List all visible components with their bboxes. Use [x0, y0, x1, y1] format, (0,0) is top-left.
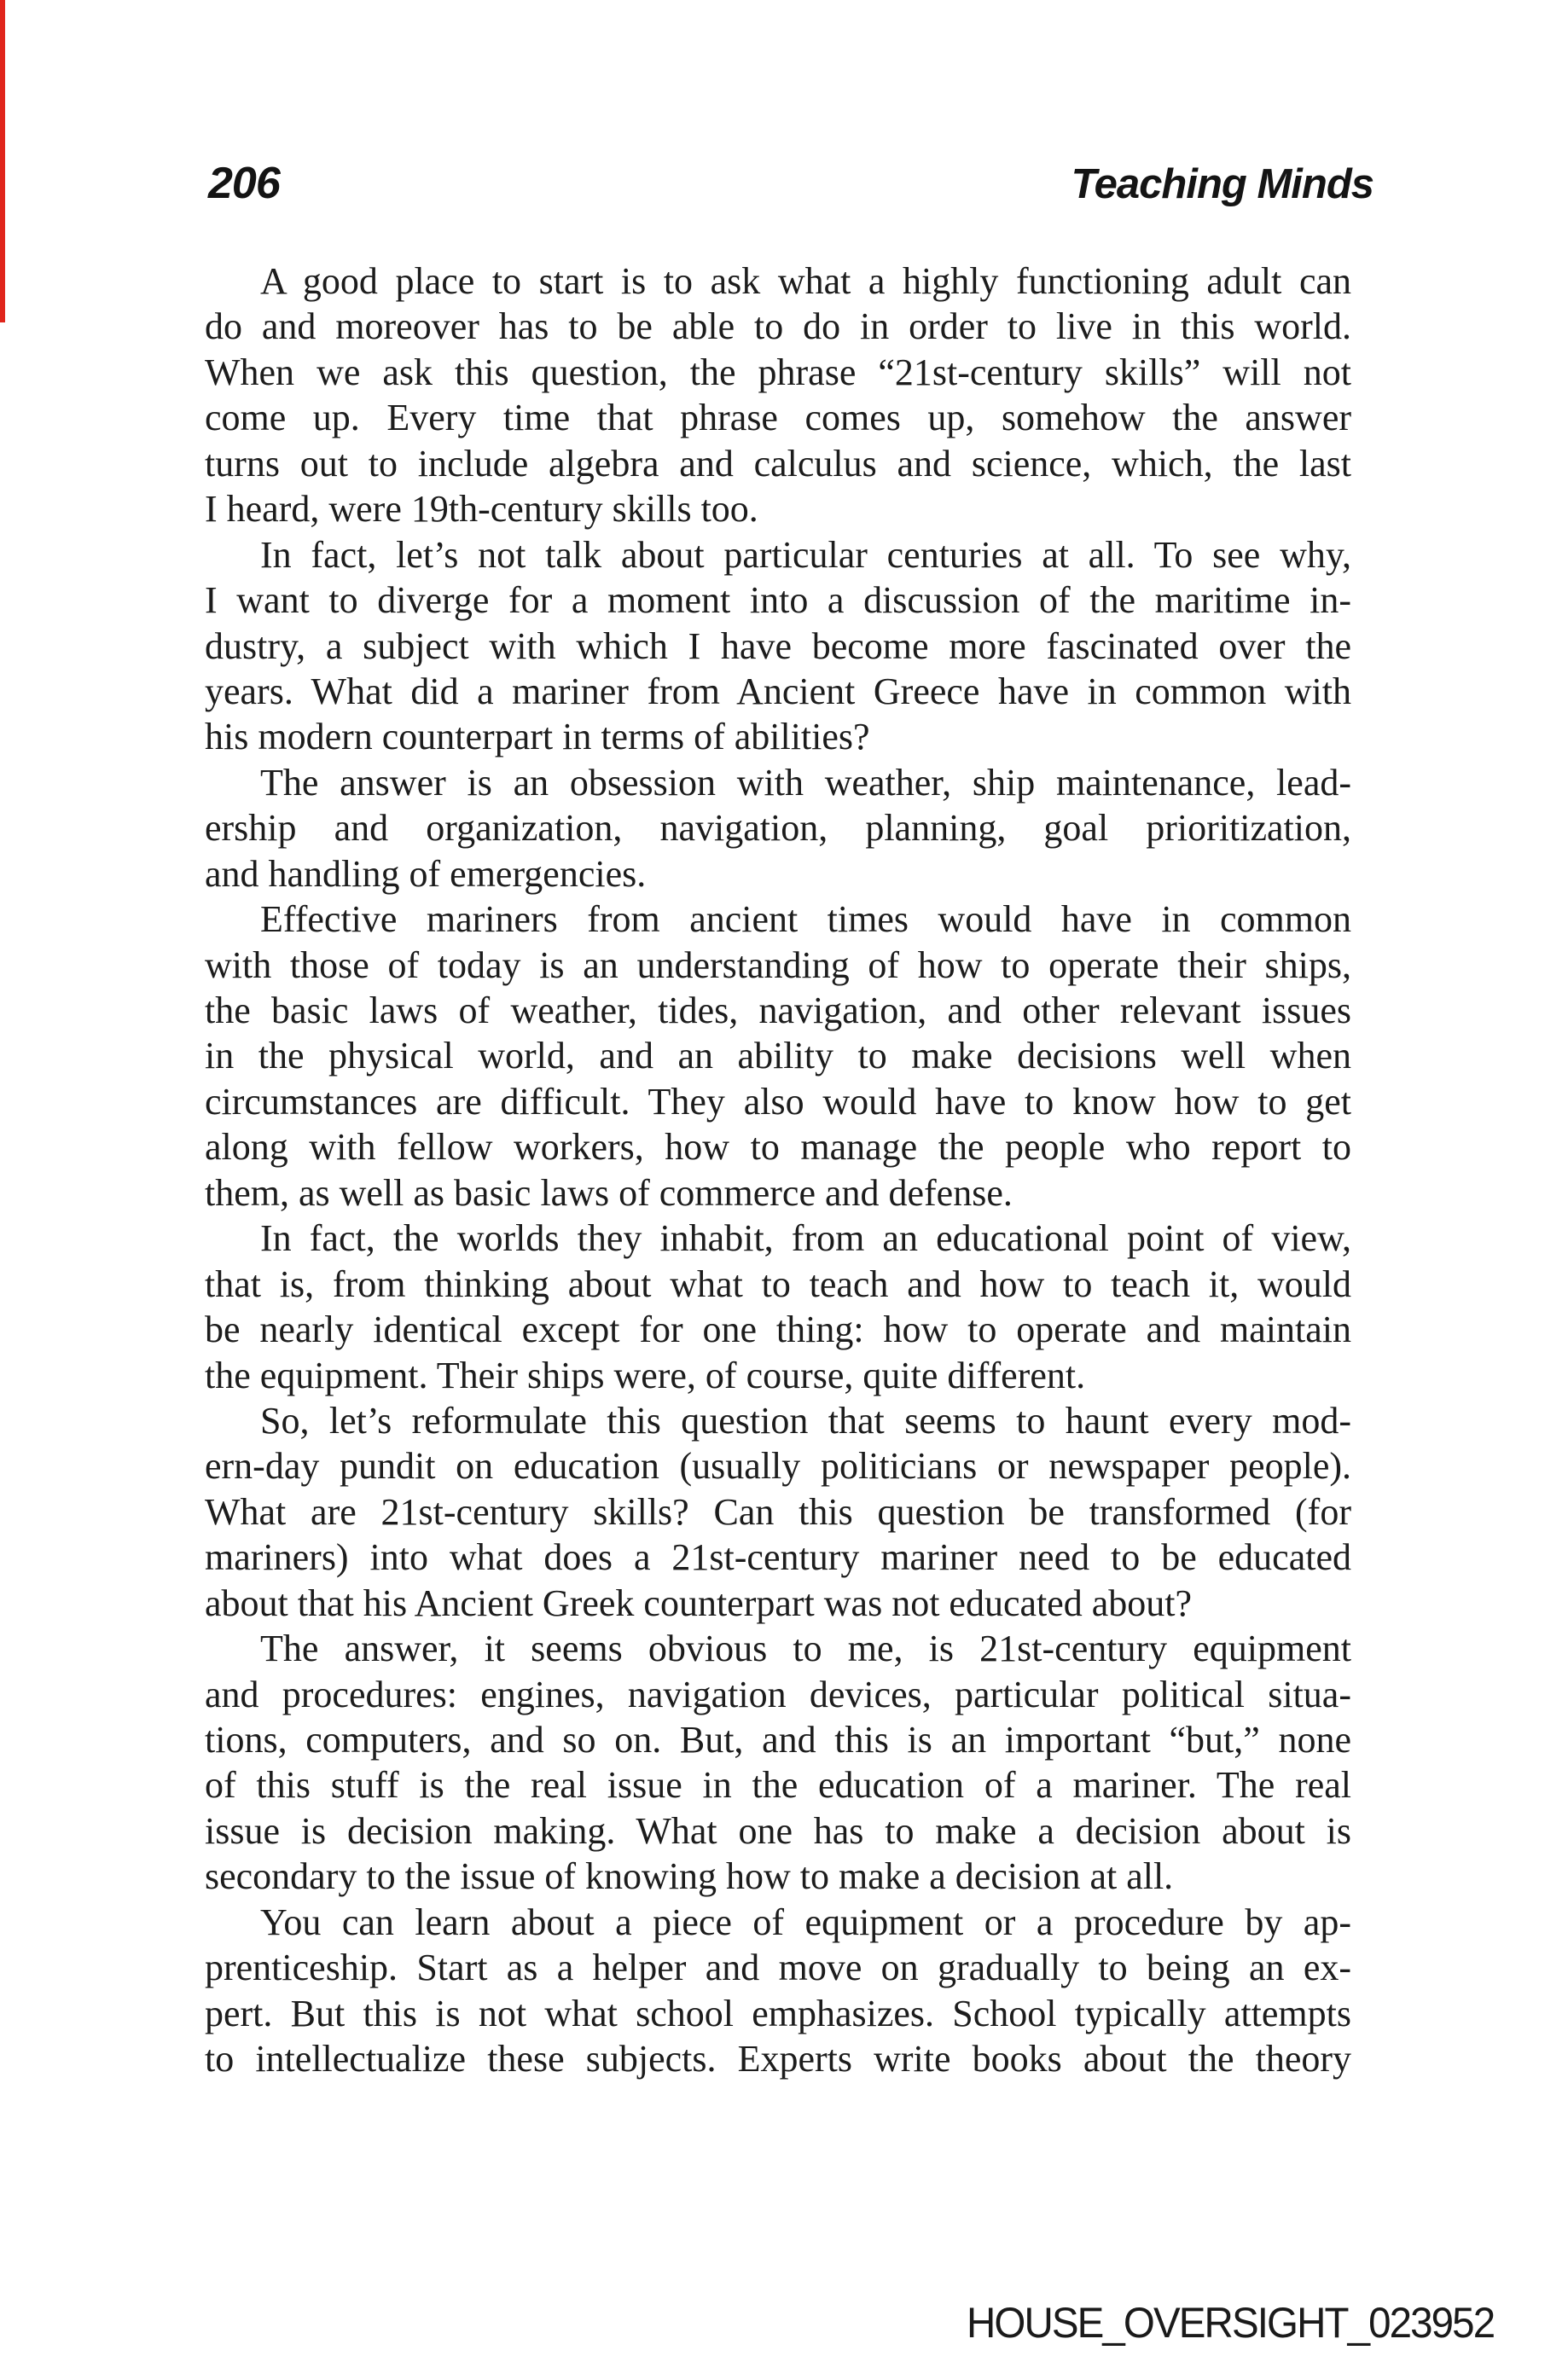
- body-line: I heard, were 19th-century skills too.: [205, 488, 758, 531]
- body-line: The answer is an obsession with weather, ship maintenance, lead-: [260, 761, 1351, 804]
- body-line: turns out to include algebra and calculus and science, which, the last: [205, 442, 1351, 485]
- body-line: to intellectualize these subjects. Experts write books about the theory: [205, 2038, 1351, 2081]
- body-line: be nearly identical except for one thing: how to operate and maintain: [205, 1309, 1351, 1351]
- body-line: A good place to start is to ask what a highly functioning adult can: [260, 260, 1351, 302]
- body-line: in the physical world, and an ability to make decisions well when: [205, 1035, 1351, 1077]
- body-line: dustry, a subject with which I have become more fascinated over the: [205, 624, 1351, 667]
- body-line: You can learn about a piece of equipment or a procedure by ap-: [260, 1901, 1351, 1943]
- watermark-bates-number: HOUSE_OVERSIGHT_023952: [967, 2299, 1495, 2347]
- body-line: In fact, let’s not talk about particular centuries at all. To see why,: [260, 533, 1351, 576]
- body-line: and handling of emergencies.: [205, 852, 647, 895]
- body-line: Effective mariners from ancient times would have in common: [260, 898, 1351, 941]
- body-line: ern-day pundit on education (usually politicians or newspaper people).: [205, 1445, 1351, 1488]
- body-line: his modern counterpart in terms of abilities?: [205, 716, 870, 758]
- body-line: prenticeship. Start as a helper and move on gradually to being an ex-: [205, 1947, 1351, 1989]
- body-line: the equipment. Their ships were, of course, quite different.: [205, 1354, 1086, 1396]
- body-line: that is, from thinking about what to teach and how to teach it, would: [205, 1262, 1351, 1305]
- body-line: secondary to the issue of knowing how to make a decision at all.: [205, 1855, 1174, 1898]
- body-line: I want to diverge for a moment into a discussion of the maritime in-: [205, 579, 1351, 622]
- body-line: years. What did a mariner from Ancient Greece have in common with: [205, 670, 1351, 712]
- book-title: Teaching Minds: [1071, 161, 1373, 207]
- body-line: pert. But this is not what school emphasizes. School typically attempts: [205, 1992, 1351, 2034]
- body-line: When we ask this question, the phrase “21st-century skills” will not: [205, 351, 1351, 393]
- body-line: of this stuff is the real issue in the education of a mariner. The real: [205, 1764, 1351, 1807]
- body-line: the basic laws of weather, tides, navigation, and other relevant issues: [205, 989, 1351, 1031]
- body-line: mariners) into what does a 21st-century mariner need to be educated: [205, 1536, 1351, 1579]
- body-line: In fact, the worlds they inhabit, from an educational point of view,: [260, 1217, 1351, 1260]
- body-text: [205, 258, 1351, 2082]
- body-line: tions, computers, and so on. But, and this is an important “but,” none: [205, 1719, 1351, 1761]
- body-line: about that his Ancient Greek counterpart was not educated about?: [205, 1581, 1193, 1624]
- body-line: What are 21st-century skills? Can this question be transformed (for: [205, 1490, 1351, 1533]
- body-line: The answer, it seems obvious to me, is 21st-century equipment: [260, 1628, 1351, 1670]
- body-line: and procedures: engines, navigation devices, particular political situa-: [205, 1673, 1351, 1715]
- body-line: with those of today is an understanding of how to operate their ships,: [205, 943, 1351, 986]
- body-line: do and moreover has to be able to do in order to live in this world.: [205, 305, 1351, 348]
- body-line: along with fellow workers, how to manage the people who report to: [205, 1126, 1351, 1169]
- page-number: 206: [208, 159, 280, 208]
- body-line: ership and organization, navigation, planning, goal prioritization,: [205, 807, 1351, 850]
- body-line: So, let’s reformulate this question that seems to haunt every mod-: [260, 1399, 1351, 1442]
- body-line: come up. Every time that phrase comes up, somehow the answer: [205, 397, 1351, 439]
- body-line: circumstances are difficult. They also would have to know how to get: [205, 1080, 1351, 1123]
- body-line: them, as well as basic laws of commerce and defense.: [205, 1171, 1013, 1214]
- body-line: issue is decision making. What one has to make a decision about is: [205, 1809, 1351, 1852]
- red-edge-scan-mark: [0, 0, 5, 322]
